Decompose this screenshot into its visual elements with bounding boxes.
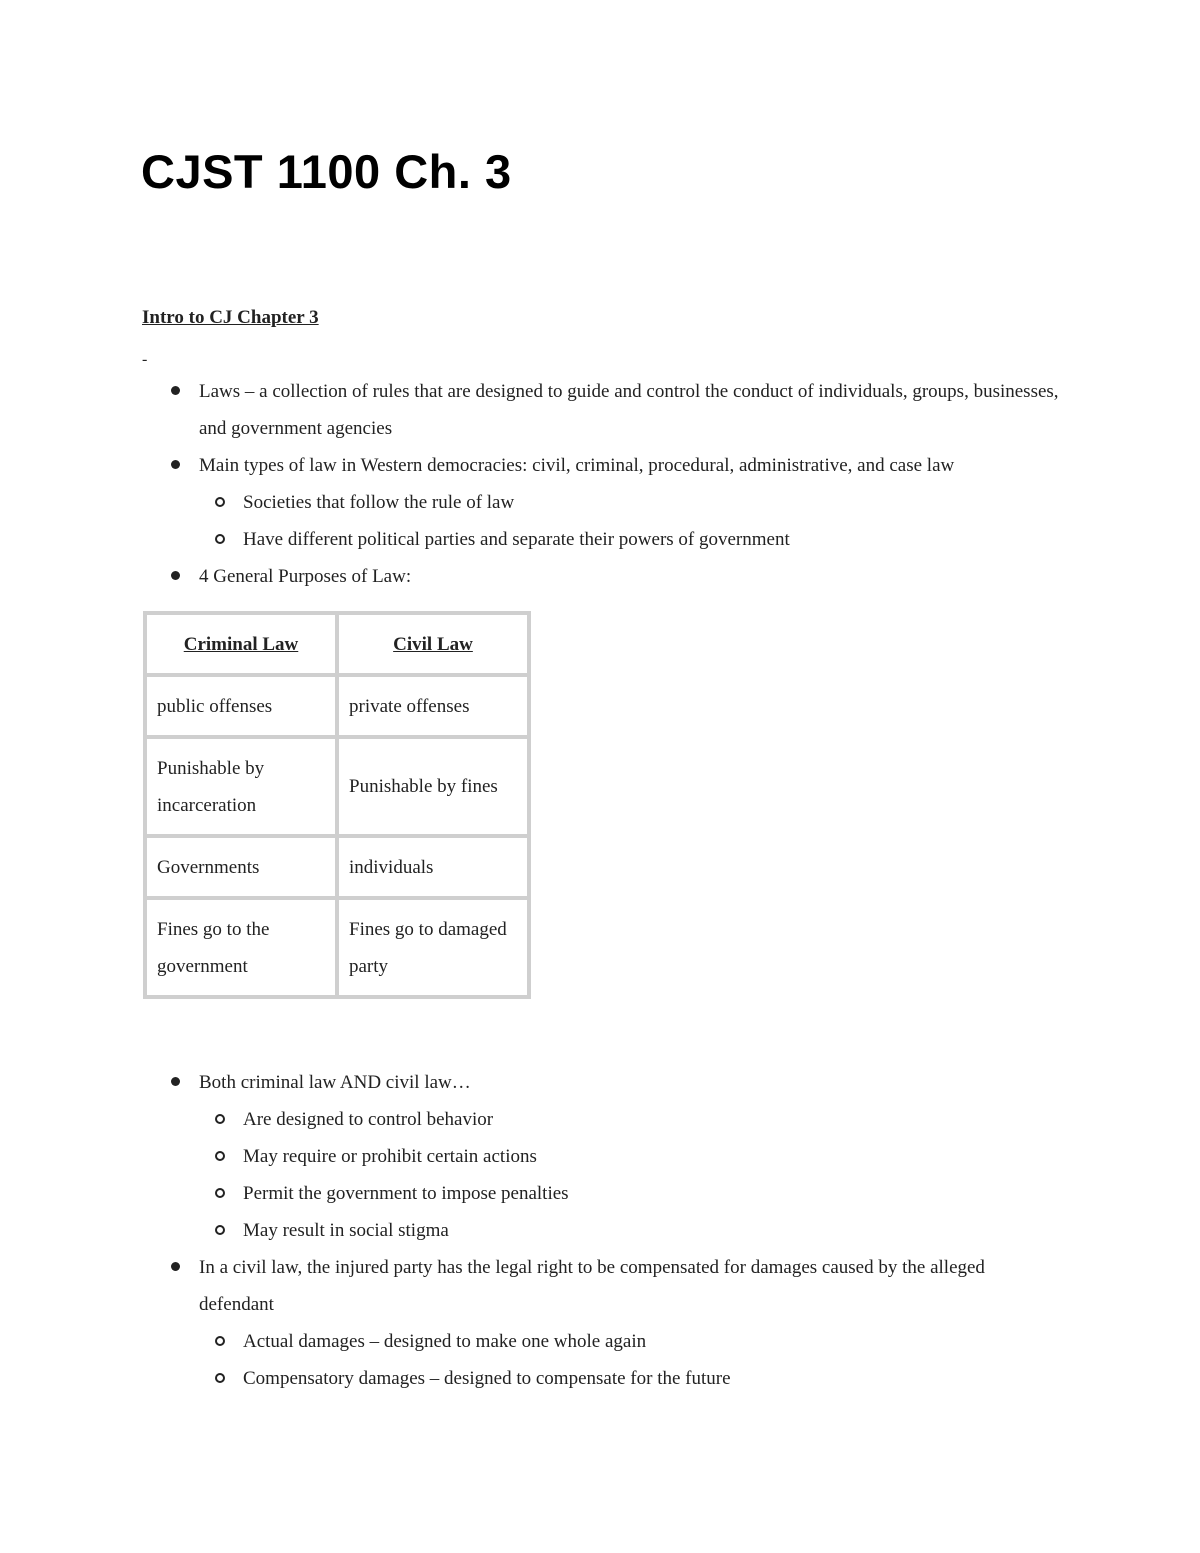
list-item-text: May require or prohibit certain actions: [243, 1146, 537, 1167]
list-item: [0, 373, 1200, 447]
table-cell: private offenses: [337, 675, 529, 737]
table-row: [145, 836, 529, 898]
table-cell: Fines go to the government: [145, 898, 337, 997]
table-cell: Punishable by fines: [337, 737, 529, 836]
list-item-text: Are designed to control behavior: [243, 1109, 494, 1130]
table-row: [145, 737, 529, 836]
list-item-text: Main types of law in Western democracies: civil, criminal, procedural, administrative, and case law: [199, 455, 955, 476]
bullet-list-comparison: [0, 1064, 1200, 1397]
bullet-disc-icon: [171, 571, 180, 580]
table-cell: Fines go to damaged party: [337, 898, 529, 997]
list-item-text: Have different political parties and separate their powers of government: [243, 529, 790, 550]
list-item: [0, 1101, 1200, 1138]
bullet-circle-icon: [215, 497, 225, 507]
table-cell: Punishable by incarceration: [145, 737, 337, 836]
list-item: [0, 1360, 1200, 1397]
bullet-disc-icon: [171, 460, 180, 469]
bullet-circle-icon: [215, 1373, 225, 1383]
list-item: [0, 1175, 1200, 1212]
table-header-criminal-law: Criminal Law: [145, 613, 337, 675]
list-item-text: May result in social stigma: [243, 1220, 449, 1241]
bullet-circle-icon: [215, 534, 225, 544]
list-item: [0, 1212, 1200, 1249]
list-item: [0, 1249, 1200, 1323]
criminal-vs-civil-table: [143, 611, 531, 999]
list-item: [0, 447, 1200, 484]
table-row: [145, 898, 529, 997]
bullet-circle-icon: [215, 1114, 225, 1124]
bullet-circle-icon: [215, 1151, 225, 1161]
list-item-text: Laws – a collection of rules that are designed to guide and control the conduct of individuals, groups, businesses, and government agencies: [199, 381, 1059, 439]
table-cell: individuals: [337, 836, 529, 898]
list-item-text: Compensatory damages – designed to compensate for the future: [243, 1368, 731, 1389]
list-item: [0, 558, 1200, 595]
list-item: [0, 1323, 1200, 1360]
section-heading: Intro to CJ Chapter 3: [142, 307, 319, 328]
list-item-text: 4 General Purposes of Law:: [199, 566, 412, 587]
bullet-circle-icon: [215, 1188, 225, 1198]
bullet-disc-icon: [171, 1077, 180, 1086]
list-item-text: Permit the government to impose penalties: [243, 1183, 569, 1204]
bullet-circle-icon: [215, 1336, 225, 1346]
list-item: [0, 1064, 1200, 1101]
bullet-list-laws: [0, 373, 1200, 595]
list-item-text: Actual damages – designed to make one whole again: [243, 1331, 647, 1352]
table-header-civil-law: Civil Law: [337, 613, 529, 675]
list-item-text: In a civil law, the injured party has the legal right to be compensated for damages caused by the alleged defendant: [199, 1257, 985, 1315]
table-cell: public offenses: [145, 675, 337, 737]
table-cell: Governments: [145, 836, 337, 898]
bullet-disc-icon: [171, 1262, 180, 1271]
list-item: [0, 484, 1200, 521]
list-item-text: Societies that follow the rule of law: [243, 492, 515, 513]
list-item: [0, 521, 1200, 558]
dash-marker: -: [142, 351, 148, 368]
document-title: CJST 1100 Ch. 3: [141, 145, 512, 198]
list-item: [0, 1138, 1200, 1175]
table-row: [145, 675, 529, 737]
bullet-disc-icon: [171, 386, 180, 395]
list-item-text: Both criminal law AND civil law…: [199, 1072, 471, 1093]
table-header-row: [145, 613, 529, 675]
bullet-circle-icon: [215, 1225, 225, 1235]
